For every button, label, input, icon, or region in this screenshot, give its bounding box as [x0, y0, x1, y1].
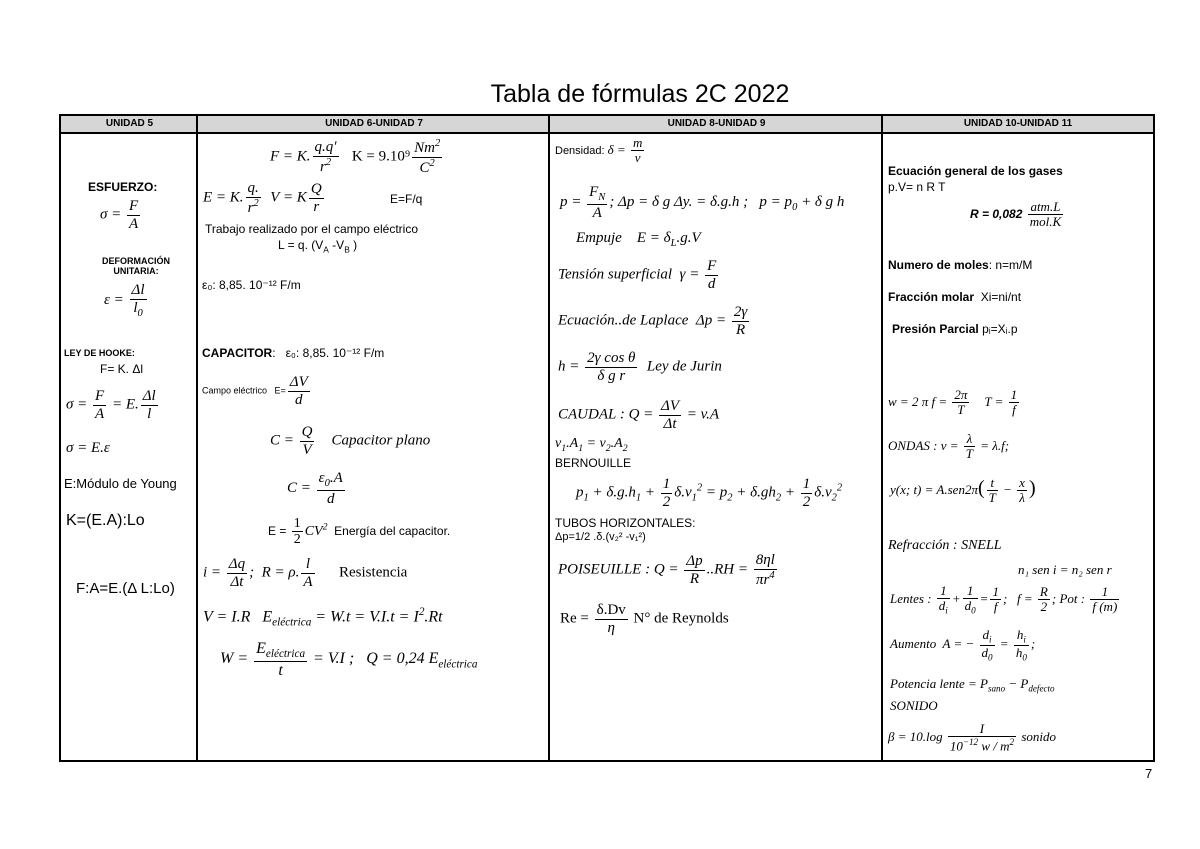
- deformacion-formula: ε = $\frac{\Delta l}{l_0}$: [104, 282, 145, 319]
- trabajo-formula: L = q. ($V_A$ $-V_B$ ): [278, 238, 358, 255]
- bernouille-formula: $p_1 + \delta.g.h_1$ + $\frac{1}{2}$ $\delta.v_1^2 = p_2 + \delta.gh_2$ + $\frac{1}{2}$ $\delta.v_2^2$: [576, 476, 843, 510]
- gases-formula: p.V= n R T: [888, 180, 946, 194]
- corriente-resistencia-formula: i = $\frac{\Delta q}{\Delta t}$ ; R = ρ. $\frac{l}{A}$ Resistencia: [203, 556, 408, 590]
- potencia-lente-formula: Potencia lente = $P_{sano} - P_{defecto}$: [890, 676, 1055, 694]
- continuidad-formula: $v_1.A_1 = v_2.A_2$: [555, 436, 628, 454]
- tension-formula: Tensión superficial γ = $\frac{F}{d}$: [558, 258, 717, 292]
- trabajo-label: Trabajo realizado por el campo eléctrico: [205, 222, 418, 236]
- e-fq: E=F/q: [390, 192, 423, 206]
- onda-formula: y(x; t) = A.sen2π( $\frac{t}{T}$ − $\frac{x}{\lambda}$ ): [890, 475, 1036, 506]
- capacitor-line: CAPACITOR: ε₀: 8,85. 10⁻¹² F/m: [202, 346, 385, 360]
- lentes-formula: Lentes : $\frac{1}{d_i}$ + $\frac{1}{d_0}$ = $\frac{1}{f}$ ; f = $\frac{R}{2}$ ; Pot : $\frac{1}{f (m)}$: [890, 583, 1118, 616]
- esfuerzo-label: ESFUERZO:: [88, 180, 158, 194]
- bernouille-label: BERNOUILLE: [555, 456, 632, 470]
- presion-parcial-line: Presión Parcial pᵢ=Xᵢ.p: [892, 322, 1018, 336]
- potencia-electrica-formula: V = I.R $E_{eléctrica} = W.t = V.I.t = I^2.Rt$: [203, 606, 443, 629]
- campo-potencial-formula: E = K. $\frac{q.}{r^2}$ V = K $\frac{Q}{r}$: [203, 180, 322, 216]
- deformacion-label: DEFORMACIÓN UNITARIA:: [102, 256, 170, 276]
- esfuerzo-formula: σ = $\frac{F}{A}$: [100, 198, 139, 232]
- densidad-formula: Densidad: δ = $\frac{m}{v}$: [555, 135, 643, 166]
- jurin-formula: h = $\frac{\text{2γ cos θ}}{\text{δ g r}}$ Ley de Jurin: [558, 350, 722, 384]
- header-unidad-6-7: UNIDAD 6-UNIDAD 7: [198, 114, 550, 134]
- snell-formula: n₁ sen i = n₂ sen r: [1018, 562, 1112, 577]
- hooke-stress-formula: σ = $\frac{F}{A}$ = E. $\frac{\Delta l}{l}$: [66, 388, 156, 422]
- hooke-formula: F= K. Δl: [100, 362, 144, 376]
- tubos-label: TUBOS HORIZONTALES:: [555, 516, 696, 530]
- modulo-young: E:Módulo de Young: [64, 476, 177, 491]
- fraccion-line: Fracción molar Xi=ni/nt: [888, 290, 1022, 304]
- capacitor-plano-formula: C = $\frac{\varepsilon_0.A}{d}$: [287, 470, 343, 507]
- frecuencia-formula: w = 2 π f = $\frac{2\pi}{T}$ T = $\frac{1}{f}$: [888, 387, 1018, 418]
- ondas-formula: ONDAS : v = $\frac{\lambda}{T}$ = λ.f;: [888, 431, 1010, 462]
- empuje-formula: Empuje $E = \delta_L.g.V$: [576, 230, 701, 249]
- tubos-formula: Δp=1/2 .δ.(v₂² -v₁²): [555, 531, 646, 543]
- page-title: Tabla de fórmulas 2C 2022: [490, 80, 790, 108]
- sonido-label: SONIDO: [890, 698, 938, 713]
- r-constant: R = 0,082 $\frac{\text{atm.L}}{\text{mol.K}}$: [970, 199, 1062, 230]
- presion-formula: p = $\frac{F_N}{A}$ ; Δp = δ g Δy. = δ.g.h ; $p = p_0 + \delta$ g h: [560, 184, 845, 221]
- poiseuille-formula: POISEUILLE : Q = $\frac{\Delta p}{R}$ ..RH = $\frac{8\eta l}{\pi r^4}$: [558, 552, 775, 588]
- table-bottom-border: [59, 760, 1153, 762]
- sonido-formula: β = 10.log $\frac{I}{10^{-12} w / m^2}$ sonido: [888, 721, 1056, 754]
- potencia-calor-formula: W = $\frac{E_{eléctrica}}{t}$ = V.I ; Q = 0,24 $E_{eléctrica}$: [220, 640, 478, 679]
- header-unidad-8-9: UNIDAD 8-UNIDAD 9: [550, 114, 883, 134]
- capacitance-formula: C = $\frac{Q}{V}$ Capacitor plano: [270, 424, 431, 458]
- refraccion-label: Refracción : SNELL: [888, 538, 1002, 553]
- header-unidad-5: UNIDAD 5: [61, 114, 198, 134]
- aumento-formula: Aumento A = − $\frac{d_i}{d_0}$ = $\frac{h_i}{h_0}$ ;: [890, 627, 1036, 663]
- caudal-formula: CAUDAL : Q = $\frac{\Delta V}{\Delta t}$ = v.A: [558, 398, 720, 432]
- fa-formula: F:A=E.(Δ L:Lo): [76, 580, 175, 597]
- campo-electrico-formula: Campo eléctrico E= $\frac{\Delta V}{d}$: [202, 374, 308, 408]
- eps0-value: ε₀: 8,85. 10⁻¹² F/m: [202, 278, 301, 292]
- page-number: 7: [1145, 766, 1153, 781]
- gases-title: Ecuación general de los gases: [888, 164, 1063, 178]
- header-unidad-10-11: UNIDAD 10-UNIDAD 11: [883, 114, 1153, 134]
- coulomb-formula: F = K. $\frac{q.q'}{r^2}$ K = 9.10⁹ $\frac{Nm^2}{C^2}$: [270, 138, 441, 176]
- reynolds-formula: Re = $\frac{\delta.Dv}{\eta}$ N° de Reynolds: [560, 602, 729, 636]
- energia-formula: E = $\frac{1}{2}$ $CV^2$ Energía del capacitor.: [268, 516, 451, 548]
- moles-line: Numero de moles: n=m/M: [888, 258, 1033, 272]
- laplace-formula: Ecuación..de Laplace Δp = $\frac{2\gamma}{R}$: [558, 304, 748, 338]
- k-formula: K=(E.A):Lo: [66, 512, 145, 529]
- ley-hooke-label: LEY DE HOOKE:: [64, 348, 135, 358]
- sigma-e-eps: σ = E.ε: [66, 440, 110, 456]
